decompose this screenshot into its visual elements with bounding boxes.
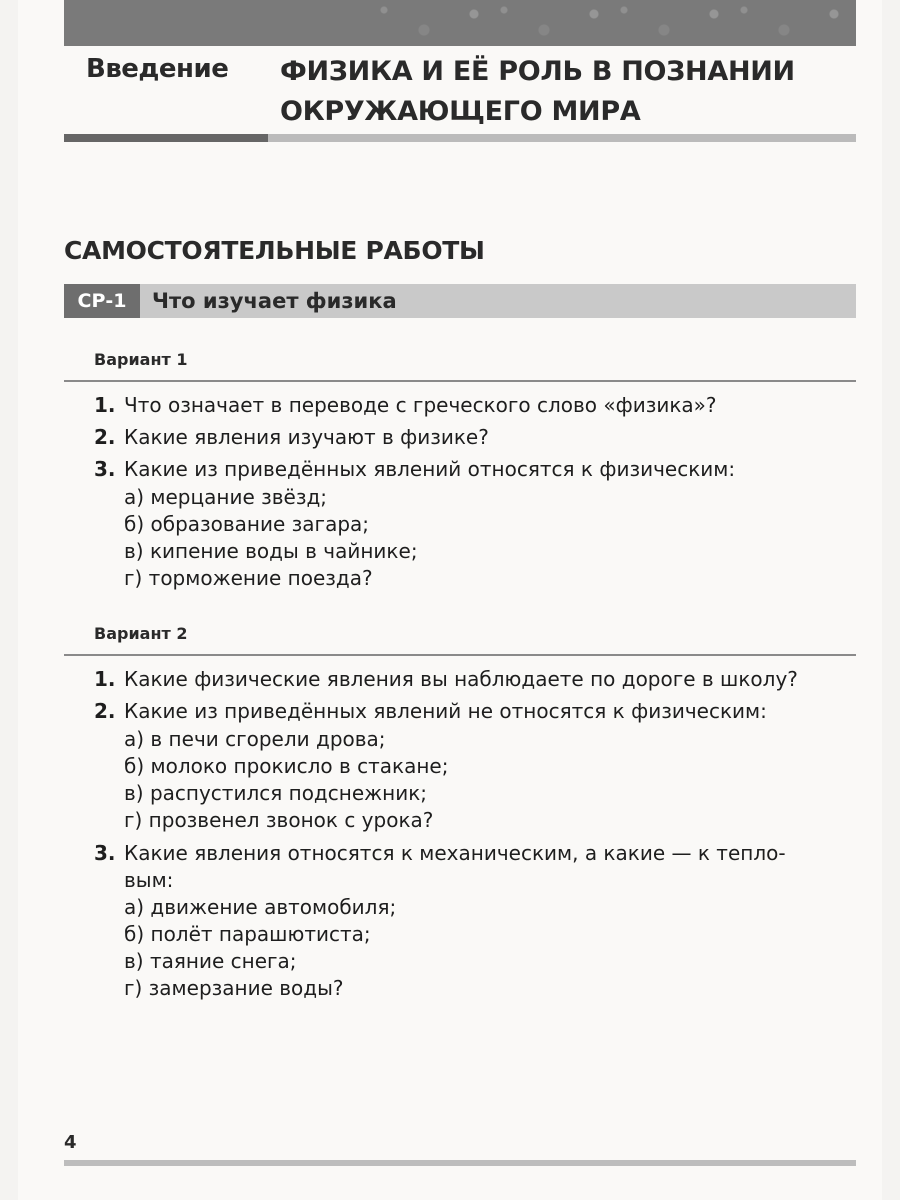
answer-option: б) молоко прокисло в стакане; (124, 754, 449, 778)
variant-divider (64, 654, 856, 656)
answer-option: б) полёт парашютиста; (124, 922, 371, 946)
question-text-continued: вым: (124, 868, 174, 892)
question (94, 456, 854, 482)
title-underline (64, 134, 856, 142)
question (94, 698, 854, 724)
answer-option: в) таяние снега; (124, 949, 297, 973)
chapter-title-line1: ФИЗИКА И ЕЁ РОЛЬ В ПОЗНАНИИ (280, 56, 795, 87)
question-number: 1. (94, 667, 116, 691)
variant-divider (64, 380, 856, 382)
work-header-bar (64, 284, 856, 318)
chapter-title-line2: ОКРУЖАЮЩЕГО МИРА (280, 96, 641, 127)
question-text: Какие явления изучают в физике? (124, 425, 489, 449)
question-text: Какие из приведённых явлений не относятся к физическим: (124, 699, 767, 723)
work-title: Что изучает физика (152, 289, 397, 313)
footer-rule (64, 1160, 856, 1166)
chapter-title (280, 52, 860, 132)
question-text: Какие физические явления вы наблюдаете по дороге в школу? (124, 667, 798, 691)
band-pattern (364, 0, 856, 46)
answer-option: а) мерцание звёзд; (124, 485, 328, 509)
question-number: 3. (94, 841, 116, 865)
question (94, 666, 854, 692)
question-text: Какие явления относятся к механическим, а какие — к тепло- (124, 841, 786, 865)
work-code: СР-1 (64, 284, 140, 318)
answer-option: а) движение автомобиля; (124, 895, 397, 919)
page-background (18, 0, 882, 1200)
question-number: 3. (94, 457, 116, 481)
question-number: 1. (94, 393, 116, 417)
variant-title: Вариант 2 (94, 624, 188, 643)
question-text: Какие из приведённых явлений относятся к физическим: (124, 457, 736, 481)
question (94, 392, 854, 418)
question (94, 424, 854, 450)
answer-option: б) образование загара; (124, 512, 370, 536)
section-heading: САМОСТОЯТЕЛЬНЫЕ РАБОТЫ (64, 236, 485, 265)
question-text: Что означает в переводе с греческого слово «физика»? (124, 393, 717, 417)
answer-option: г) замерзание воды? (124, 976, 344, 1000)
answer-option: г) торможение поезда? (124, 566, 373, 590)
answer-option: а) в печи сгорели дрова; (124, 727, 386, 751)
answer-option: в) распустился подснежник; (124, 781, 428, 805)
question-number: 2. (94, 699, 116, 723)
question (94, 840, 854, 866)
answer-option: г) прозвенел звонок с урока? (124, 808, 434, 832)
page-number: 4 (64, 1132, 77, 1153)
intro-label: Введение (86, 54, 229, 84)
header-decorative-band (64, 0, 856, 46)
question-number: 2. (94, 425, 116, 449)
variant-title: Вариант 1 (94, 350, 188, 369)
answer-option: в) кипение воды в чайнике; (124, 539, 418, 563)
